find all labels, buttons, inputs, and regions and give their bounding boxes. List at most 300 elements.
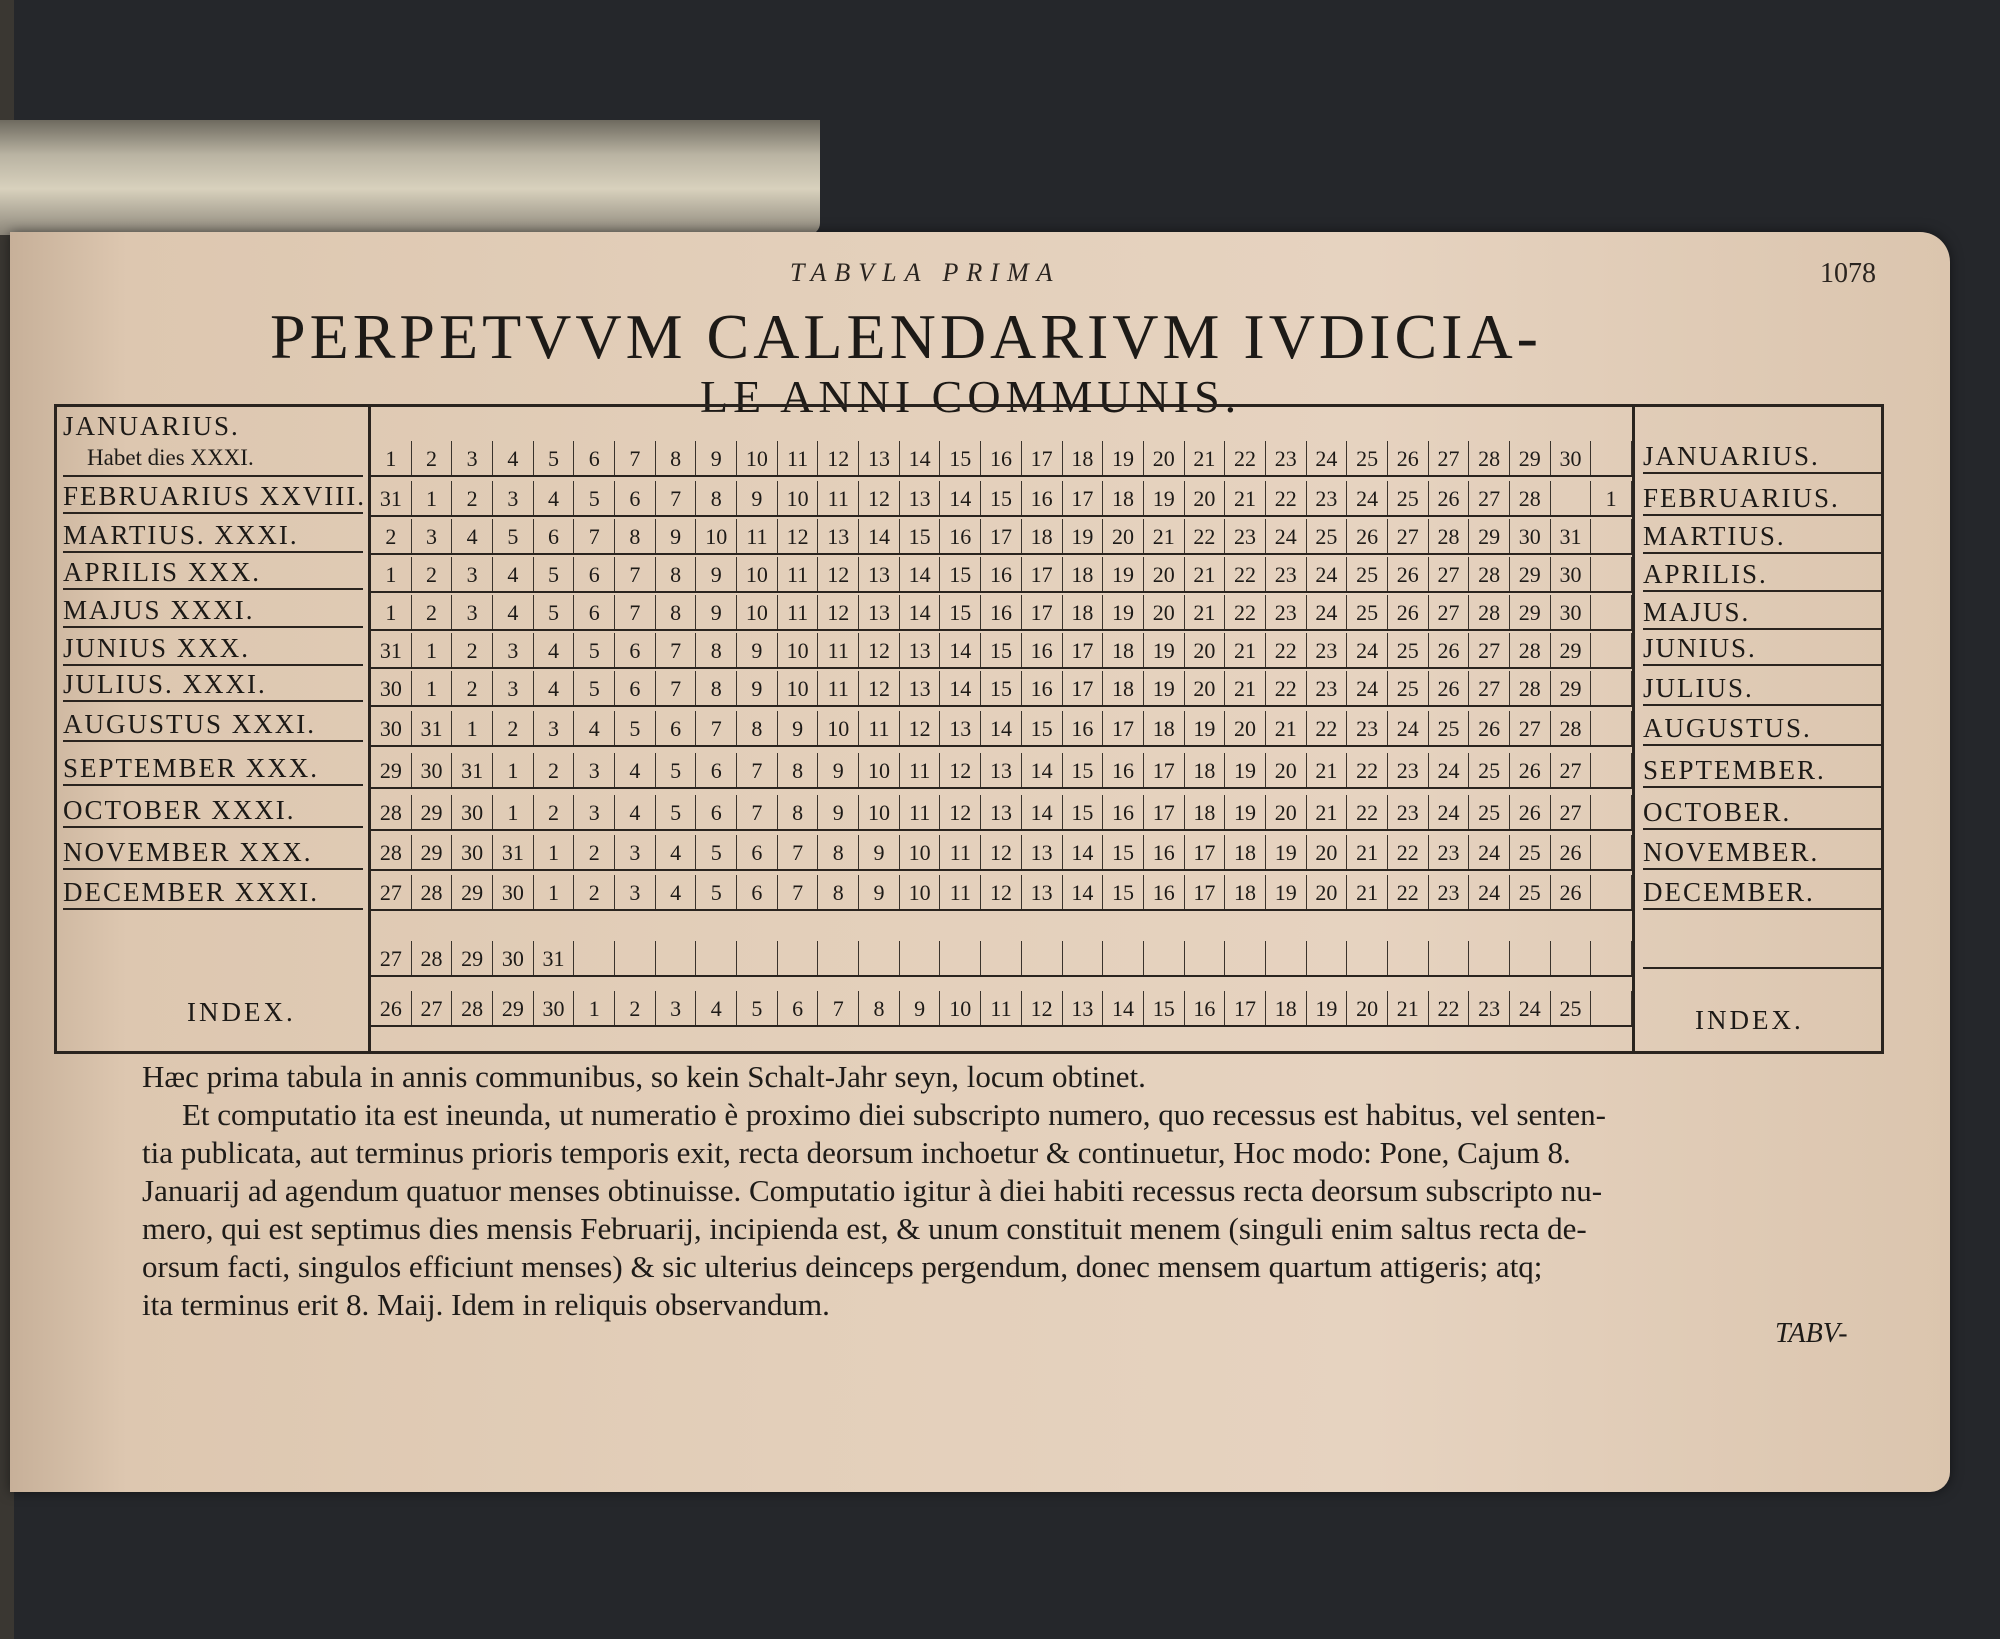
day-cell: 20 — [1307, 835, 1348, 869]
month-label-march: MARTIUS. XXXI. — [63, 520, 363, 553]
day-cell — [1429, 941, 1470, 975]
day-cell: 7 — [737, 795, 778, 829]
day-cell: 30 — [1551, 557, 1592, 591]
day-cell: 1 — [371, 557, 412, 591]
day-cell — [1225, 941, 1266, 975]
day-cell: 15 — [981, 671, 1022, 705]
day-cell: 10 — [778, 481, 819, 515]
day-cell: 17 — [1103, 711, 1144, 745]
day-cell: 8 — [656, 557, 697, 591]
day-cell: 1 — [371, 595, 412, 629]
day-cell: 18 — [1063, 441, 1104, 475]
day-cell — [1063, 941, 1104, 975]
day-cell: 15 — [940, 595, 981, 629]
day-cell: 3 — [574, 753, 615, 787]
day-cell: 19 — [1144, 671, 1185, 705]
day-cell: 5 — [656, 795, 697, 829]
day-cell: 2 — [574, 835, 615, 869]
day-cell: 19 — [1144, 481, 1185, 515]
day-cell: 2 — [534, 795, 575, 829]
right-label-august: AUGUSTUS. — [1643, 713, 1881, 746]
month-label-october: OCTOBER XXXI. — [63, 795, 363, 828]
day-cell: 10 — [940, 991, 981, 1025]
day-cell — [656, 941, 697, 975]
day-cell: 28 — [1469, 595, 1510, 629]
day-cell: 29 — [452, 941, 493, 975]
day-cell: 25 — [1388, 481, 1429, 515]
day-cell: 25 — [1388, 633, 1429, 667]
day-cell: 26 — [1510, 795, 1551, 829]
day-cell: 22 — [1225, 557, 1266, 591]
day-cell: 20 — [1185, 481, 1226, 515]
day-cell: 14 — [1063, 835, 1104, 869]
day-cell: 16 — [1144, 875, 1185, 909]
day-cell: 13 — [940, 711, 981, 745]
day-cell: 14 — [981, 711, 1022, 745]
calendar-row — [371, 711, 1632, 747]
day-cell: 21 — [1347, 835, 1388, 869]
calendar-row — [371, 991, 1632, 1027]
day-cell: 11 — [818, 671, 859, 705]
day-cell: 19 — [1063, 519, 1104, 553]
day-cell: 31 — [1551, 519, 1592, 553]
day-cell: 18 — [1063, 595, 1104, 629]
day-cell: 17 — [1063, 671, 1104, 705]
day-cell: 5 — [493, 519, 534, 553]
day-cell: 29 — [412, 795, 453, 829]
day-cell: 18 — [1103, 671, 1144, 705]
day-cell: 24 — [1307, 557, 1348, 591]
day-cell: 8 — [656, 441, 697, 475]
day-cell: 19 — [1266, 875, 1307, 909]
book-page-edges — [0, 120, 820, 235]
day-cell: 14 — [1022, 753, 1063, 787]
day-cell: 18 — [1185, 753, 1226, 787]
day-cell — [1591, 795, 1632, 829]
day-cell — [818, 941, 859, 975]
day-cell: 25 — [1347, 441, 1388, 475]
month-label-may: MAJUS XXXI. — [63, 595, 363, 628]
day-cell: 3 — [412, 519, 453, 553]
text-line: Et computatio ita est ineunda, ut numeratio è proximo diei subscripto numero, quo recessus est habitus, vel senten- — [182, 1097, 1606, 1132]
day-cell: 12 — [818, 557, 859, 591]
day-cell: 23 — [1307, 671, 1348, 705]
day-cell: 12 — [778, 519, 819, 553]
calendar-row — [371, 875, 1632, 911]
day-cell: 15 — [1022, 711, 1063, 745]
day-cell: 23 — [1266, 595, 1307, 629]
calendar-row — [371, 835, 1632, 871]
day-cell: 24 — [1510, 991, 1551, 1025]
day-cell: 15 — [1103, 835, 1144, 869]
day-cell: 9 — [696, 557, 737, 591]
day-cell: 19 — [1144, 633, 1185, 667]
day-cell: 17 — [1185, 835, 1226, 869]
day-cell: 5 — [534, 441, 575, 475]
day-cell: 1 — [452, 711, 493, 745]
day-cell: 26 — [1510, 753, 1551, 787]
day-cell: 24 — [1266, 519, 1307, 553]
index-label-left: INDEX. — [187, 997, 296, 1027]
day-cell: 4 — [493, 595, 534, 629]
day-cell: 10 — [737, 557, 778, 591]
day-cell: 12 — [940, 753, 981, 787]
day-cell: 11 — [737, 519, 778, 553]
day-cell: 7 — [656, 633, 697, 667]
day-cell: 25 — [1469, 795, 1510, 829]
day-cell: 23 — [1225, 519, 1266, 553]
day-cell: 9 — [696, 595, 737, 629]
day-cell: 17 — [1022, 557, 1063, 591]
day-cell: 12 — [818, 441, 859, 475]
day-cell: 20 — [1144, 441, 1185, 475]
day-cell: 11 — [940, 835, 981, 869]
day-cell: 30 — [371, 671, 412, 705]
day-cell — [1388, 941, 1429, 975]
day-cell — [1591, 671, 1632, 705]
day-cell: 21 — [1225, 671, 1266, 705]
day-cell: 15 — [940, 441, 981, 475]
text-line: ita terminus erit 8. Maij. Idem in reliquis observandum. — [142, 1287, 830, 1322]
day-cell: 1 — [574, 991, 615, 1025]
row-divider — [63, 475, 363, 477]
calendar-row — [371, 941, 1632, 977]
day-cell: 15 — [940, 557, 981, 591]
day-cell: 26 — [1551, 875, 1592, 909]
day-cell: 25 — [1469, 753, 1510, 787]
day-cell: 18 — [1225, 835, 1266, 869]
day-cell: 30 — [1551, 441, 1592, 475]
day-cell: 17 — [1022, 441, 1063, 475]
day-cell: 20 — [1144, 557, 1185, 591]
day-cell: 8 — [818, 835, 859, 869]
day-cell: 17 — [1063, 481, 1104, 515]
day-cell: 6 — [615, 633, 656, 667]
day-cell: 21 — [1225, 633, 1266, 667]
day-cell: 8 — [737, 711, 778, 745]
day-cell: 19 — [1185, 711, 1226, 745]
day-cell: 9 — [737, 671, 778, 705]
day-cell: 7 — [615, 557, 656, 591]
day-cell: 27 — [1429, 557, 1470, 591]
day-cell: 5 — [574, 633, 615, 667]
day-cell: 27 — [1469, 671, 1510, 705]
day-cell: 31 — [534, 941, 575, 975]
day-cell: 25 — [1510, 835, 1551, 869]
day-cell: 6 — [574, 557, 615, 591]
day-cell: 2 — [412, 595, 453, 629]
day-cell: 5 — [656, 753, 697, 787]
day-cell: 7 — [778, 875, 819, 909]
day-cell — [1347, 941, 1388, 975]
day-cell: 3 — [656, 991, 697, 1025]
day-cell: 11 — [981, 991, 1022, 1025]
day-cell: 6 — [615, 671, 656, 705]
calendar-row — [371, 481, 1632, 517]
day-cell: 9 — [818, 795, 859, 829]
day-cell: 20 — [1185, 633, 1226, 667]
day-cell: 16 — [1022, 671, 1063, 705]
day-cell: 6 — [574, 441, 615, 475]
day-cell: 19 — [1307, 991, 1348, 1025]
day-cell: 8 — [778, 753, 819, 787]
day-cell: 9 — [818, 753, 859, 787]
calendar-row — [371, 595, 1632, 631]
day-cell: 23 — [1429, 875, 1470, 909]
day-cell: 5 — [574, 671, 615, 705]
day-cell: 7 — [778, 835, 819, 869]
day-cell: 15 — [981, 633, 1022, 667]
day-cell: 29 — [493, 991, 534, 1025]
day-cell: 30 — [1510, 519, 1551, 553]
day-cell: 27 — [1510, 711, 1551, 745]
day-cell: 31 — [412, 711, 453, 745]
day-cell: 28 — [1469, 557, 1510, 591]
day-cell — [859, 941, 900, 975]
day-cell: 27 — [1429, 595, 1470, 629]
day-cell: 26 — [1429, 671, 1470, 705]
day-cell: 27 — [1388, 519, 1429, 553]
day-cell: 1 — [412, 671, 453, 705]
day-cell: 28 — [371, 835, 412, 869]
day-cell: 12 — [859, 633, 900, 667]
day-cell: 27 — [412, 991, 453, 1025]
month-label-december: DECEMBER XXXI. — [63, 877, 363, 910]
day-cell: 17 — [1144, 795, 1185, 829]
day-cell: 30 — [1551, 595, 1592, 629]
day-cell: 18 — [1103, 481, 1144, 515]
day-cell: 24 — [1469, 835, 1510, 869]
day-cell: 1 — [412, 481, 453, 515]
day-cell: 1 — [534, 835, 575, 869]
day-cell: 21 — [1185, 441, 1226, 475]
day-cell: 24 — [1347, 671, 1388, 705]
day-cell: 19 — [1103, 557, 1144, 591]
day-cell: 16 — [981, 441, 1022, 475]
day-cell: 25 — [1347, 595, 1388, 629]
running-head: TABVLA PRIMA — [790, 258, 1061, 287]
day-cell: 2 — [371, 519, 412, 553]
calendar-row — [371, 633, 1632, 669]
day-cell: 4 — [452, 519, 493, 553]
day-cell: 21 — [1388, 991, 1429, 1025]
day-cell: 28 — [412, 875, 453, 909]
day-cell: 18 — [1103, 633, 1144, 667]
day-cell: 17 — [981, 519, 1022, 553]
day-cell — [1591, 441, 1632, 475]
day-cell: 6 — [696, 753, 737, 787]
day-cell: 11 — [778, 557, 819, 591]
day-cell — [615, 941, 656, 975]
day-cell: 3 — [493, 481, 534, 515]
day-cell: 22 — [1185, 519, 1226, 553]
calendar-row — [371, 795, 1632, 831]
day-cell: 29 — [1551, 671, 1592, 705]
day-cell: 27 — [1469, 633, 1510, 667]
day-cell: 30 — [493, 941, 534, 975]
day-cell: 31 — [493, 835, 534, 869]
day-cell: 2 — [412, 557, 453, 591]
calendar-row — [371, 753, 1632, 789]
day-cell: 7 — [696, 711, 737, 745]
day-cell: 2 — [493, 711, 534, 745]
day-cell — [940, 941, 981, 975]
day-cell: 29 — [412, 835, 453, 869]
row-divider — [1643, 967, 1881, 969]
month-label-november: NOVEMBER XXX. — [63, 837, 363, 870]
day-cell: 25 — [1347, 557, 1388, 591]
day-cell: 4 — [615, 795, 656, 829]
calendar-row — [371, 441, 1632, 477]
day-cell: 10 — [778, 633, 819, 667]
day-cell: 24 — [1388, 711, 1429, 745]
text-line: Januarij ad agendum quatuor menses obtinuisse. Computatio igitur à diei habiti recessus recta deorsum subscripto nu- — [142, 1173, 1603, 1208]
day-cell: 6 — [615, 481, 656, 515]
right-label-october: OCTOBER. — [1643, 797, 1881, 830]
text-line: mero, qui est septimus dies mensis Februarij, incipienda est, & unum constituit menem (singuli enim saltus recta de- — [142, 1211, 1587, 1246]
page-title: PERPETVVM CALENDARIVM IVDICIA- — [270, 301, 1542, 372]
day-cell: 23 — [1266, 441, 1307, 475]
day-cell: 17 — [1144, 753, 1185, 787]
day-cell — [1185, 941, 1226, 975]
day-cell: 26 — [1388, 557, 1429, 591]
day-cell: 9 — [656, 519, 697, 553]
day-cell: 30 — [493, 875, 534, 909]
day-cell: 7 — [656, 671, 697, 705]
day-cell: 31 — [452, 753, 493, 787]
day-cell: 15 — [981, 481, 1022, 515]
day-cell: 12 — [940, 795, 981, 829]
day-cell: 9 — [737, 481, 778, 515]
index-label-right: INDEX. — [1695, 1005, 1804, 1035]
day-cell: 7 — [737, 753, 778, 787]
day-cell: 22 — [1266, 671, 1307, 705]
day-cell — [1591, 595, 1632, 629]
day-cell: 24 — [1429, 753, 1470, 787]
day-cell: 16 — [1022, 481, 1063, 515]
day-cell: 23 — [1307, 481, 1348, 515]
day-cell: 9 — [900, 991, 941, 1025]
day-cell: 23 — [1469, 991, 1510, 1025]
day-cell: 6 — [574, 595, 615, 629]
day-cell: 15 — [1144, 991, 1185, 1025]
day-cell: 29 — [1510, 557, 1551, 591]
day-cell: 3 — [615, 875, 656, 909]
day-cell: 9 — [859, 875, 900, 909]
day-cell: 3 — [574, 795, 615, 829]
day-cell: 18 — [1022, 519, 1063, 553]
calendar-row — [371, 519, 1632, 555]
day-cell: 23 — [1347, 711, 1388, 745]
day-cell: 3 — [452, 595, 493, 629]
day-cell: 11 — [859, 711, 900, 745]
left-month-column — [57, 407, 371, 1051]
day-cell — [1510, 941, 1551, 975]
day-cell: 1 — [371, 441, 412, 475]
day-cell: 6 — [737, 875, 778, 909]
day-cell: 11 — [778, 595, 819, 629]
day-cell: 22 — [1388, 835, 1429, 869]
catchword: TABV- — [1775, 1318, 1848, 1349]
day-cell: 2 — [452, 671, 493, 705]
right-label-november: NOVEMBER. — [1643, 837, 1881, 870]
day-cell: 27 — [1551, 753, 1592, 787]
day-cell: 7 — [574, 519, 615, 553]
day-cell: 2 — [615, 991, 656, 1025]
day-cell — [1591, 875, 1632, 909]
day-cell: 5 — [696, 875, 737, 909]
day-cell: 20 — [1103, 519, 1144, 553]
day-cell: 20 — [1144, 595, 1185, 629]
explanatory-text — [142, 1058, 1882, 1324]
day-cell: 26 — [1429, 633, 1470, 667]
day-cell: 14 — [900, 441, 941, 475]
day-cell: 23 — [1388, 753, 1429, 787]
day-cell — [1591, 711, 1632, 745]
day-cell — [574, 941, 615, 975]
day-cell — [1591, 633, 1632, 667]
day-cell: 7 — [818, 991, 859, 1025]
day-cell: 5 — [737, 991, 778, 1025]
day-cell: 23 — [1429, 835, 1470, 869]
day-cell: 6 — [656, 711, 697, 745]
day-cell: 8 — [859, 991, 900, 1025]
day-cell: 24 — [1429, 795, 1470, 829]
day-cell: 12 — [981, 835, 1022, 869]
day-cell: 15 — [1103, 875, 1144, 909]
day-cell: 2 — [412, 441, 453, 475]
day-cell: 22 — [1266, 481, 1307, 515]
calendar-table — [54, 404, 1884, 1054]
day-cell: 24 — [1347, 633, 1388, 667]
month-label-july: JULIUS. XXXI. — [63, 669, 363, 702]
day-cell: 3 — [615, 835, 656, 869]
day-cell: 9 — [778, 711, 819, 745]
right-label-september: SEPTEMBER. — [1643, 755, 1881, 788]
day-cell — [900, 941, 941, 975]
day-cell: 19 — [1225, 753, 1266, 787]
calendar-row — [371, 671, 1632, 707]
day-cell: 23 — [1307, 633, 1348, 667]
day-cell: 15 — [1063, 795, 1104, 829]
day-cell: 21 — [1347, 875, 1388, 909]
day-cell: 16 — [1103, 753, 1144, 787]
day-cell: 2 — [452, 633, 493, 667]
day-cell: 12 — [900, 711, 941, 745]
day-cell: 12 — [859, 671, 900, 705]
day-cell: 19 — [1103, 595, 1144, 629]
day-cell: 8 — [696, 481, 737, 515]
day-cell: 14 — [940, 633, 981, 667]
day-cell: 10 — [859, 795, 900, 829]
day-cell: 12 — [818, 595, 859, 629]
day-cell: 14 — [859, 519, 900, 553]
day-cell — [1144, 941, 1185, 975]
day-cell: 1 — [534, 875, 575, 909]
day-cell: 17 — [1022, 595, 1063, 629]
day-cell — [1103, 941, 1144, 975]
day-cell: 21 — [1225, 481, 1266, 515]
day-cell: 14 — [1022, 795, 1063, 829]
day-cell: 25 — [1388, 671, 1429, 705]
day-cell: 28 — [452, 991, 493, 1025]
day-cell: 6 — [737, 835, 778, 869]
day-cell: 27 — [1469, 481, 1510, 515]
day-cell: 25 — [1551, 991, 1592, 1025]
day-cell: 5 — [534, 595, 575, 629]
day-cell: 31 — [371, 481, 412, 515]
day-cell: 22 — [1307, 711, 1348, 745]
